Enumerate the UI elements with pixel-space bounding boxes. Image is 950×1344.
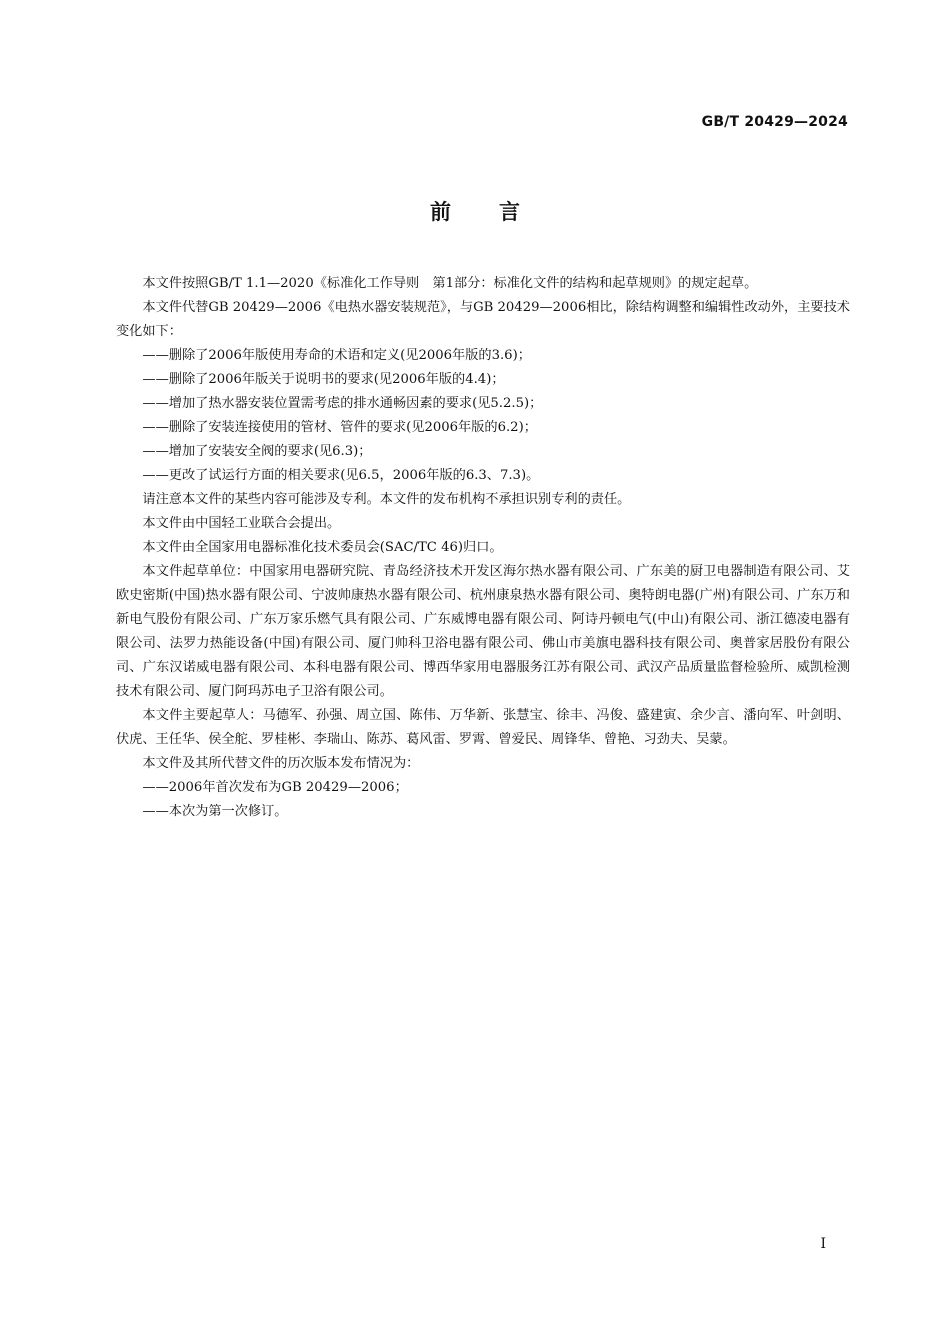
paragraph-drafters: 本文件主要起草人：马德军、孙强、周立国、陈伟、万华新、张慧宝、徐丰、冯俊、盛建寅、余少言、潘向军、叶剑明、伏虎、王任华、侯全舵、罗桂彬、李瑞山、陈苏、葛风雷、罗霄、曾爱民、周锋华、曾艳、习劲夫、吴蒙。 [116,708,850,747]
paragraph-committee: 本文件由全国家用电器标准化技术委员会(SAC/TC 46)归口。 [142,540,503,555]
paragraph-replacement: 本文件代替GB 20429—2006《电热水器安装规范》，与GB 20429—2006相比，除结构调整和编辑性改动外，主要技术变化如下： [116,300,850,339]
list-item: ——本次为第一次修订。 [142,804,288,819]
page-number: I [820,1236,826,1252]
list-item: ——删除了2006年版使用寿命的术语和定义(见2006年版的3.6)； [142,348,531,363]
version-history-list [116,776,850,824]
technical-changes-list [116,344,850,488]
list-item: ——增加了热水器安装位置需考虑的排水通畅因素的要求(见5.2.5)； [142,396,543,411]
paragraph-drafting-units: 本文件起草单位：中国家用电器研究院、青岛经济技术开发区海尔热水器有限公司、广东美的厨卫电器制造有限公司、艾欧史密斯(中国)热水器有限公司、宁波帅康热水器有限公司、杭州康泉热水器有限公司、奥特朗电器(广州)有限公司、广东万和新电气股份有限公司、广东万家乐燃气具有限公司、广东威博电器有限公司、阿诗丹顿电气(中山)有限公司、浙江德凌电器有限公司、法罗力热能设备(中国)有限公司、厦门帅科卫浴电器有限公司、佛山市美旗电器科技有限公司、奥普家居股份有限公司、广东汉诺威电器有限公司、本科电器有限公司、博西华家用电器服务江苏有限公司、武汉产品质量监督检验所、威凯检测技术有限公司、厦门阿玛苏电子卫浴有限公司。 [116,564,850,699]
paragraph-patent-notice: 请注意本文件的某些内容可能涉及专利。本文件的发布机构不承担识别专利的责任。 [142,492,631,507]
page-title: 前言 [430,200,568,224]
document-body [116,272,850,824]
list-item: ——更改了试运行方面的相关要求(见6.5，2006年版的6.3、7.3)。 [142,468,540,483]
standard-number: GB/T 20429—2024 [701,114,848,130]
paragraph-history-intro: 本文件及其所代替文件的历次版本发布情况为： [142,756,420,771]
list-item: ——删除了安装连接使用的管材、管件的要求(见2006年版的6.2)； [142,420,537,435]
paragraph-drafting-rules: 本文件按照GB/T 1.1—2020《标准化工作导则 第1部分：标准化文件的结构和起草规则》的规定起草。 [142,276,758,291]
list-item: ——增加了安装安全阀的要求(见6.3)； [142,444,372,459]
list-item: ——2006年首次发布为GB 20429—2006； [142,780,408,795]
list-item: ——删除了2006年版关于说明书的要求(见2006年版的4.4)； [142,372,505,387]
paragraph-proposer: 本文件由中国轻工业联合会提出。 [142,516,341,531]
